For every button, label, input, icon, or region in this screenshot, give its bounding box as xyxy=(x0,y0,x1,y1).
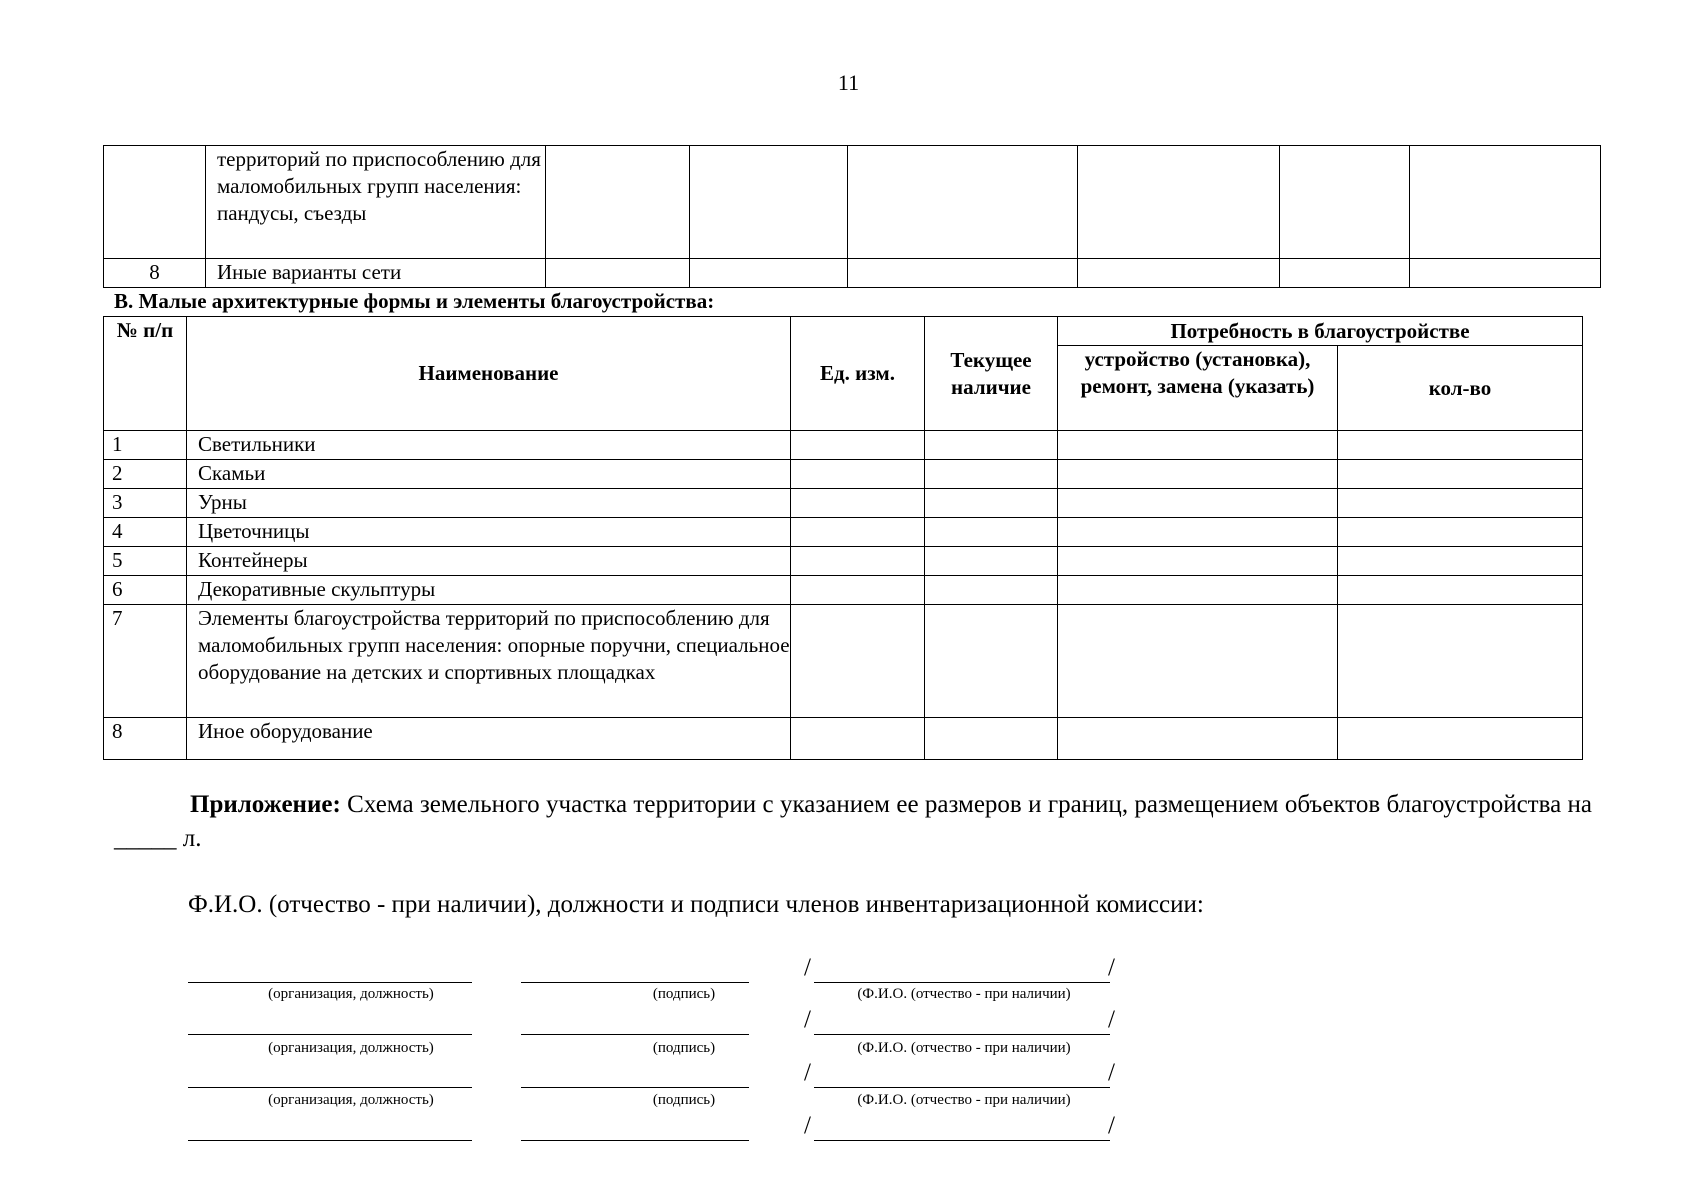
empty-cell xyxy=(1338,547,1583,576)
fio-field[interactable] xyxy=(814,1034,1110,1035)
table-row xyxy=(104,576,1583,605)
appendix-paragraph xyxy=(114,788,1592,856)
empty-cell xyxy=(1058,605,1338,718)
empty-cell xyxy=(1338,576,1583,605)
table-row xyxy=(104,489,1583,518)
table-row xyxy=(104,718,1583,760)
fio-open-slash: / xyxy=(804,1059,811,1086)
row-name: Иное оборудование xyxy=(187,718,791,760)
empty-cell xyxy=(1058,431,1338,460)
empty-cell xyxy=(791,518,925,547)
empty-cell xyxy=(1058,547,1338,576)
table-row xyxy=(104,146,1601,259)
org-position-field[interactable] xyxy=(188,1140,472,1141)
empty-cell xyxy=(925,518,1058,547)
signature-field[interactable] xyxy=(521,1087,749,1088)
section-heading: В. Малые архитектурные формы и элементы благоустройства: xyxy=(114,289,715,313)
empty-cell xyxy=(925,489,1058,518)
empty-cell xyxy=(925,576,1058,605)
empty-cell xyxy=(1338,460,1583,489)
empty-cell xyxy=(546,259,690,288)
appendix-label: Приложение: xyxy=(190,791,341,818)
fio-close-slash: / xyxy=(1108,954,1115,981)
fio-open-slash: / xyxy=(804,1112,811,1139)
empty-cell xyxy=(1058,489,1338,518)
signature-caption: (подпись) xyxy=(652,1092,716,1108)
empty-cell xyxy=(791,547,925,576)
empty-cell xyxy=(1078,259,1280,288)
row-name: Элементы благоустройства территорий по приспособлению для маломобильных групп населения: опорные поручни, специальное оборудование на детских и спортивных площадках xyxy=(187,605,791,718)
fio-caption: (Ф.И.О. (отчество - при наличии) xyxy=(857,1092,1071,1108)
empty-cell xyxy=(925,718,1058,760)
row-number: 7 xyxy=(104,605,187,718)
small-forms-table xyxy=(103,316,1583,760)
page-number: 11 xyxy=(837,70,860,95)
empty-cell xyxy=(1058,460,1338,489)
row-name: Скамьи xyxy=(187,460,791,489)
empty-cell xyxy=(690,259,848,288)
appendix-text: Схема земельного участка территории с указанием ее размеров и границ, размещением объектов благоустройства на _____ л. xyxy=(114,791,1592,852)
table-row xyxy=(104,259,1601,288)
fio-close-slash: / xyxy=(1108,1059,1115,1086)
empty-cell xyxy=(791,605,925,718)
empty-cell xyxy=(848,146,1078,259)
empty-cell xyxy=(925,460,1058,489)
row-number: 5 xyxy=(104,547,187,576)
empty-cell xyxy=(791,489,925,518)
signature-field[interactable] xyxy=(521,1034,749,1035)
header-need-qty: кол-во xyxy=(1338,346,1583,431)
empty-cell xyxy=(1338,518,1583,547)
empty-cell xyxy=(925,547,1058,576)
org-position-field[interactable] xyxy=(188,1034,472,1035)
row-name: Урны xyxy=(187,489,791,518)
org-position-caption: (организация, должность) xyxy=(268,1040,434,1056)
fio-close-slash: / xyxy=(1108,1112,1115,1139)
empty-cell xyxy=(1058,576,1338,605)
table-row xyxy=(104,547,1583,576)
org-position-field[interactable] xyxy=(188,1087,472,1088)
empty-cell xyxy=(791,431,925,460)
org-position-caption: (организация, должность) xyxy=(268,986,434,1002)
org-position-field[interactable] xyxy=(188,982,472,983)
row-name: Декоративные скульптуры xyxy=(187,576,791,605)
fio-caption: (Ф.И.О. (отчество - при наличии) xyxy=(857,1040,1071,1056)
empty-cell xyxy=(546,146,690,259)
empty-cell xyxy=(791,576,925,605)
empty-cell xyxy=(1280,146,1410,259)
row-number: 6 xyxy=(104,576,187,605)
row-number: 1 xyxy=(104,431,187,460)
empty-cell xyxy=(1058,718,1338,760)
fio-field[interactable] xyxy=(814,1087,1110,1088)
empty-cell xyxy=(791,718,925,760)
header-need-device: устройство (установка), ремонт, замена (указать) xyxy=(1058,346,1338,431)
table-row xyxy=(104,605,1583,718)
commission-line: Ф.И.О. (отчество - при наличии), должности и подписи членов инвентаризационной комиссии: xyxy=(188,891,1204,918)
continuation-table xyxy=(103,145,1601,288)
empty-cell xyxy=(925,605,1058,718)
empty-cell xyxy=(690,146,848,259)
table-row xyxy=(104,460,1583,489)
empty-cell xyxy=(848,259,1078,288)
fio-open-slash: / xyxy=(804,1006,811,1033)
signature-caption: (подпись) xyxy=(652,986,716,1002)
fio-open-slash: / xyxy=(804,954,811,981)
row-number: 4 xyxy=(104,518,187,547)
empty-cell xyxy=(1338,718,1583,760)
empty-cell xyxy=(1280,259,1410,288)
row-number: 2 xyxy=(104,460,187,489)
signature-field[interactable] xyxy=(521,982,749,983)
empty-cell xyxy=(925,431,1058,460)
row-name: Контейнеры xyxy=(187,547,791,576)
empty-cell xyxy=(1078,146,1280,259)
header-need: Потребность в благоустройстве xyxy=(1058,317,1583,346)
empty-cell xyxy=(1338,605,1583,718)
table-row xyxy=(104,518,1583,547)
empty-cell xyxy=(1410,259,1601,288)
signature-field[interactable] xyxy=(521,1140,749,1141)
row-name: Цветочницы xyxy=(187,518,791,547)
row-name: Иные варианты сети xyxy=(206,259,546,288)
row-number xyxy=(104,146,206,259)
fio-field[interactable] xyxy=(814,982,1110,983)
row-name: Светильники xyxy=(187,431,791,460)
table-row xyxy=(104,431,1583,460)
header-num: № п/п xyxy=(104,317,187,431)
signature-caption: (подпись) xyxy=(652,1040,716,1056)
row-number: 3 xyxy=(104,489,187,518)
org-position-caption: (организация, должность) xyxy=(268,1092,434,1108)
empty-cell xyxy=(791,460,925,489)
row-number: 8 xyxy=(104,259,206,288)
fio-caption: (Ф.И.О. (отчество - при наличии) xyxy=(857,986,1071,1002)
fio-field[interactable] xyxy=(814,1140,1110,1141)
empty-cell xyxy=(1338,489,1583,518)
empty-cell xyxy=(1410,146,1601,259)
row-number: 8 xyxy=(104,718,187,760)
empty-cell xyxy=(1058,518,1338,547)
row-name: территорий по приспособлению для маломобильных групп населения: пандусы, съезды xyxy=(206,146,546,259)
header-row xyxy=(104,317,1583,346)
header-name: Наименование xyxy=(187,317,791,431)
fio-close-slash: / xyxy=(1108,1006,1115,1033)
empty-cell xyxy=(1338,431,1583,460)
header-unit: Ед. изм. xyxy=(791,317,925,431)
header-current: Текущее наличие xyxy=(925,317,1058,431)
